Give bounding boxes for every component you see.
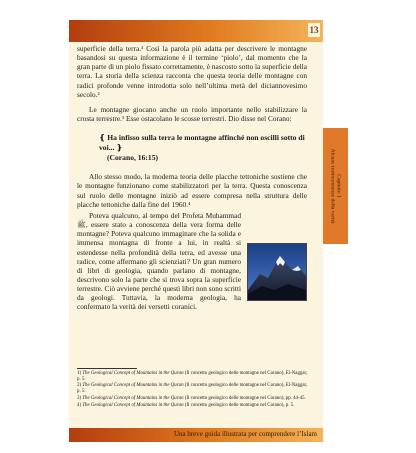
- footnotes: [77, 368, 309, 409]
- paragraph-3: Allo stesso modo, la moderna teoria delle placche tettoniche sostiene che le montagne funzionano come stabilizzatori per la terra. Questa conoscenza sul ruolo delle montagne iniziò ad essere compresa nella struttura delle placche tettoniche dalla fine del 1960.⁴: [77, 172, 307, 209]
- quran-quote: ❴ Ha infisso sulla terra le montagne affinché non oscilli sotto di voi... ❵: [99, 133, 305, 153]
- mountain-icon: [248, 244, 306, 300]
- chapter-title: Alcune testimonianze della verità: [329, 148, 335, 224]
- quran-quote-reference: (Corano, 16:15): [107, 153, 159, 163]
- paragraph-4: Poteva qualcuno, al tempo del Profeta Muhammad ﷺ, essere stato a conoscenza della vera forma delle montagne? Poteva qualcuno immaginare che la solida e immensa montagna di fronte a lui, in realtà si estendesse nella profondità della terra, ed avesse una radice, come affermano gli scienziati? Un gran numero di libri di geologia, quando parlano di montagne, descrivono solo la parte che si trova sopra la superficie terrestre. Ciò avviene perché questi libri non sono scritti da geologi. Tuttavia, la moderna geologia, ha confermato la verità dei versetti coranici.: [77, 210, 241, 312]
- footnote: 3) The Geological Concept of Mountains in the Quran (Il concetto geologico delle montagne nel Corano), pp. 44-45.: [77, 395, 306, 401]
- footnote-rule: [77, 368, 137, 369]
- chapter-number: Capitolo 1: [335, 174, 342, 198]
- top-header-bar: [69, 20, 323, 42]
- book-title-caption: Una breve guida illustrata per comprendere l’Islam: [173, 430, 317, 438]
- footnote: 2) The Geological Concept of Mountains in the Quran (Il concetto geologico delle montagne nel Corano), El-Naggar, p. 5.: [77, 383, 308, 395]
- page-number: 13: [309, 25, 319, 35]
- book-page: [69, 20, 323, 442]
- footnote: 4) The Geological Concept of Mountains in the Quran (Il concetto geologico delle montagne nel Corano), p. 5.: [77, 402, 295, 408]
- chapter-side-tab: [323, 128, 348, 244]
- chapter-tab-label: [329, 131, 342, 241]
- footnote: 1) The Geological Concept of Mountains in the Quran (Il concetto geologico delle montagne nel Corano), El-Naggar, p. 5.: [77, 371, 308, 382]
- paragraph-1: superficie della terra.¹ Così la parola più adatta per descrivere le montagne basandosi su questa informazione è il termine ‘piolo’, dal momento che la gran parte di un piolo fissato correttamente, è nascosto sotto la superficie della terra. La storia della scienza racconta che questa teoria delle montagne con radici profonde venne introdotta solo nell’ultima metà del diciannovesimo secolo.²: [77, 44, 307, 99]
- body-text: [77, 44, 307, 312]
- mountain-photo: [247, 243, 307, 301]
- paragraph-2: Le montagne giocano anche un ruolo importante nello stabilizzare la crosta terrestre.³ Esse ostacolano le scosse terrestri. Dio disse nel Corano:: [77, 104, 307, 124]
- bottom-footer-bar: [69, 428, 323, 442]
